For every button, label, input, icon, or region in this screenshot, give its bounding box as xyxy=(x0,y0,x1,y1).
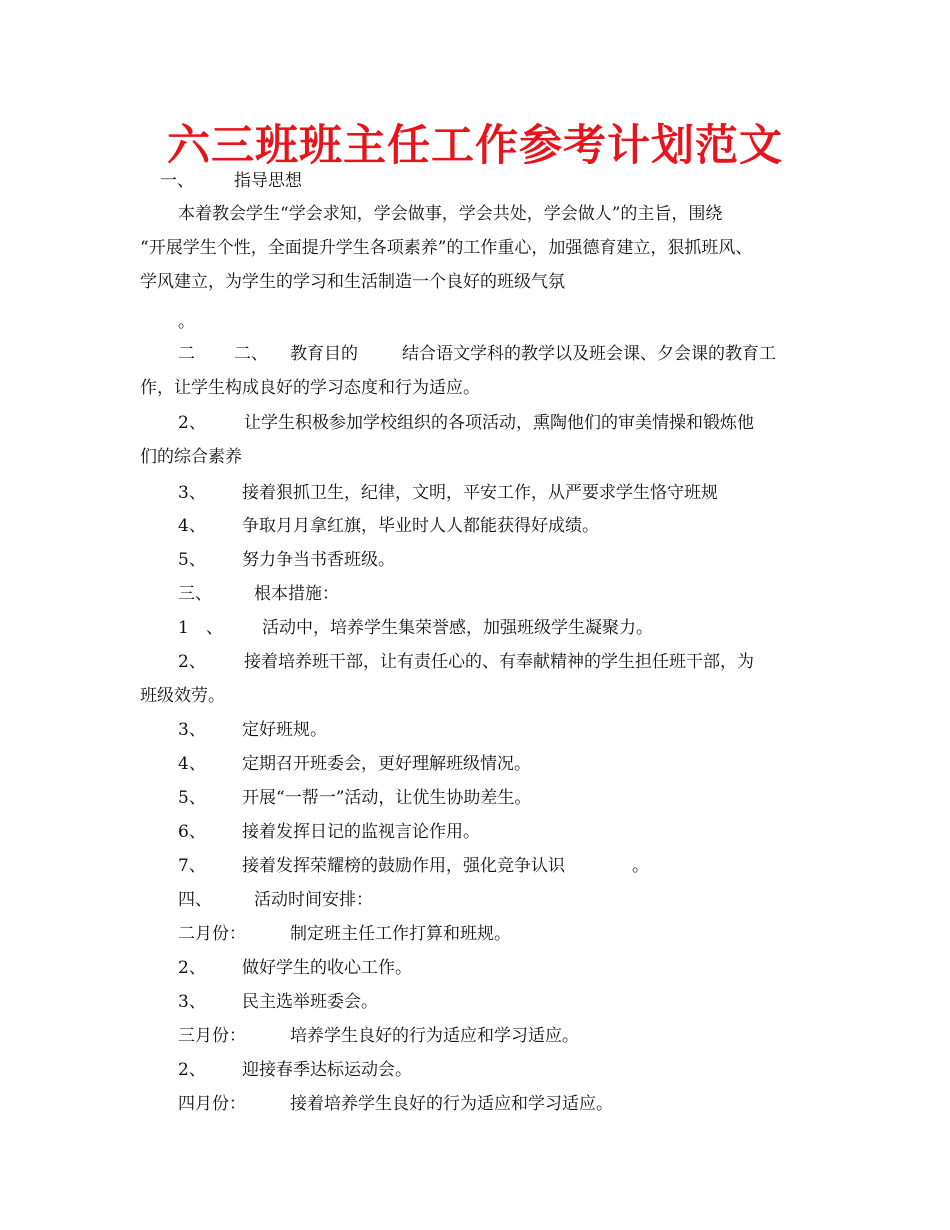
text-line xyxy=(140,271,565,293)
text-segment: 接着发挥荣耀榜的鼓励作用，强化竞争认识 xyxy=(242,856,565,876)
text-segment: 定好班规。 xyxy=(242,720,327,740)
text-line xyxy=(160,170,302,192)
text-segment: 2、 xyxy=(178,413,206,433)
text-line xyxy=(178,617,653,639)
text-segment: 1 xyxy=(178,618,189,638)
text-line xyxy=(140,685,225,707)
text-segment: 制定班主任工作打算和班规。 xyxy=(290,924,511,944)
text-line xyxy=(178,957,412,979)
text-segment: 班级效劳。 xyxy=(140,686,225,706)
text-segment: 二月份： xyxy=(178,924,246,944)
text-segment: 本着教会学生“学会求知，学会做事，学会共处，学会做人”的主旨，围绕 xyxy=(178,204,723,224)
text-segment: 3、 xyxy=(178,483,206,503)
text-segment: 让学生积极参加学校组织的各项活动，熏陶他们的审美情操和锻炼他 xyxy=(244,413,754,433)
text-segment: 作，让学生构成良好的学习态度和行为适应。 xyxy=(140,378,480,398)
document-title: 六三班班主任工作参考计划范文 xyxy=(167,121,783,171)
text-segment: 一、 xyxy=(160,171,194,191)
text-segment: 4、 xyxy=(178,516,206,536)
text-segment: 2、 xyxy=(178,958,206,978)
text-line xyxy=(178,1093,613,1115)
text-line xyxy=(178,991,378,1013)
text-segment: 民主选举班委会。 xyxy=(242,992,378,1012)
text-segment: 学风建立，为学生的学习和生活制造一个良好的班级气氛 xyxy=(140,272,565,292)
text-segment: 培养学生良好的行为适应和学习适应。 xyxy=(290,1026,579,1046)
text-segment: 、 xyxy=(206,618,223,638)
text-line xyxy=(178,821,480,843)
text-line xyxy=(178,412,754,434)
text-segment: 努力争当书香班级。 xyxy=(242,550,395,570)
text-line xyxy=(178,1059,412,1081)
text-segment: 。 xyxy=(632,856,649,876)
text-segment: 三月份： xyxy=(178,1026,246,1046)
text-line xyxy=(178,753,531,775)
text-segment: 3、 xyxy=(178,720,206,740)
text-line xyxy=(178,203,722,225)
text-line xyxy=(178,889,373,911)
text-segment: 结合语文学科的教学以及班会课、夕会课的教育工 xyxy=(402,344,776,364)
text-segment: 二、 xyxy=(234,344,268,364)
text-segment: 指导思想 xyxy=(234,171,302,191)
text-line xyxy=(178,311,195,333)
text-line xyxy=(178,482,718,504)
text-segment: 5、 xyxy=(178,550,206,570)
text-segment: 争取月月拿红旗，毕业时人人都能获得好成绩。 xyxy=(242,516,599,536)
text-line xyxy=(140,237,752,259)
text-segment: 二 xyxy=(178,344,195,364)
text-segment: 6、 xyxy=(178,822,206,842)
text-segment: 4、 xyxy=(178,754,206,774)
text-segment: 做好学生的收心工作。 xyxy=(242,958,412,978)
text-segment: “开展学生个性，全面提升学生各项素养”的工作重心，加强德育建立，狠抓班风、 xyxy=(140,238,753,258)
text-segment: 四月份： xyxy=(178,1094,246,1114)
text-line xyxy=(178,343,776,365)
text-line xyxy=(178,651,754,673)
text-line xyxy=(178,719,327,741)
text-segment: 。 xyxy=(178,312,195,332)
text-line xyxy=(178,583,339,605)
text-line xyxy=(178,787,531,809)
text-line xyxy=(140,446,242,468)
text-segment: 根本措施： xyxy=(254,584,339,604)
text-segment: 教育目的 xyxy=(290,344,358,364)
text-segment: 接着培养学生良好的行为适应和学习适应。 xyxy=(290,1094,613,1114)
text-segment: 接着狠抓卫生，纪律，文明，平安工作，从严要求学生恪守班规 xyxy=(242,483,718,503)
text-segment: 们的综合素养 xyxy=(140,447,242,467)
text-segment: 四、 xyxy=(178,890,212,910)
text-segment: 7、 xyxy=(178,856,206,876)
text-segment: 迎接春季达标运动会。 xyxy=(242,1060,412,1080)
text-segment: 接着发挥日记的监视言论作用。 xyxy=(242,822,480,842)
text-segment: 5、 xyxy=(178,788,206,808)
text-line xyxy=(178,923,511,945)
text-line xyxy=(178,1025,579,1047)
text-line xyxy=(178,855,649,877)
text-segment: 三、 xyxy=(178,584,212,604)
text-line xyxy=(140,377,480,399)
text-segment: 3、 xyxy=(178,992,206,1012)
text-segment: 2、 xyxy=(178,1060,206,1080)
text-line xyxy=(178,515,599,537)
text-segment: 活动时间安排： xyxy=(254,890,373,910)
text-segment: 接着培养班干部，让有责任心的、有奉献精神的学生担任班干部，为 xyxy=(244,652,754,672)
text-segment: 定期召开班委会，更好理解班级情况。 xyxy=(242,754,531,774)
text-segment: 活动中，培养学生集荣誉感，加强班级学生凝聚力。 xyxy=(262,618,653,638)
text-segment: 2、 xyxy=(178,652,206,672)
text-segment: 开展“一帮一”活动，让优生协助差生。 xyxy=(242,788,532,808)
text-line xyxy=(178,549,395,571)
